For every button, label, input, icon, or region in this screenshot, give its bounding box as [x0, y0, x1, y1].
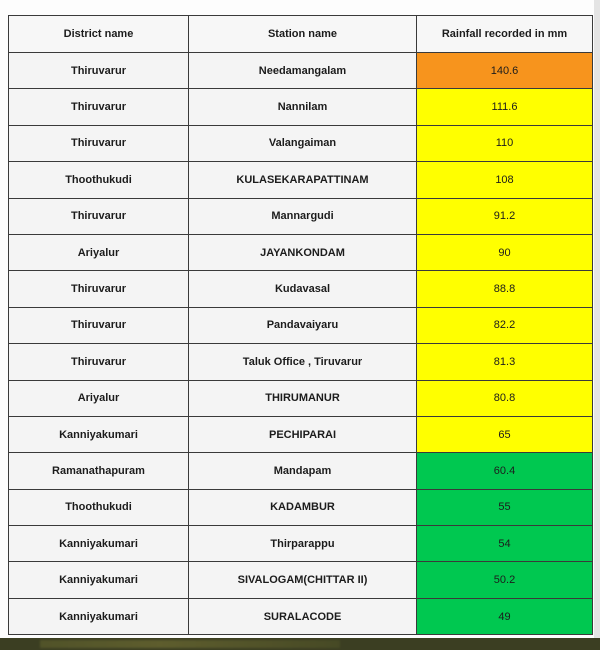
- header-station-name: Station name: [189, 16, 417, 53]
- station-cell: JAYANKONDAM: [189, 234, 417, 270]
- district-cell: Ramanathapuram: [9, 453, 189, 489]
- header-rainfall: Rainfall recorded in mm: [417, 16, 593, 53]
- rainfall-cell: 110: [417, 125, 593, 161]
- district-cell: Kanniyakumari: [9, 526, 189, 562]
- table-row: [9, 526, 593, 562]
- district-cell: Kanniyakumari: [9, 416, 189, 452]
- rainfall-cell: 54: [417, 526, 593, 562]
- district-cell: Thoothukudi: [9, 489, 189, 525]
- station-cell: THIRUMANUR: [189, 380, 417, 416]
- rainfall-cell: 82.2: [417, 307, 593, 343]
- bottom-background-strip: [0, 638, 600, 650]
- table-row: [9, 307, 593, 343]
- table-row: [9, 125, 593, 161]
- rainfall-cell: 140.6: [417, 53, 593, 89]
- blurred-background-text: [40, 640, 340, 648]
- rainfall-cell: 60.4: [417, 453, 593, 489]
- station-cell: Mandapam: [189, 453, 417, 489]
- table-row: [9, 380, 593, 416]
- rainfall-cell: 108: [417, 162, 593, 198]
- table-row: [9, 598, 593, 634]
- table-row: [9, 234, 593, 270]
- table-row: [9, 53, 593, 89]
- table-row: [9, 89, 593, 125]
- rainfall-cell: 81.3: [417, 344, 593, 380]
- station-cell: Nannilam: [189, 89, 417, 125]
- district-cell: Thiruvarur: [9, 198, 189, 234]
- rainfall-table: [8, 15, 593, 635]
- table-row: [9, 271, 593, 307]
- station-cell: Needamangalam: [189, 53, 417, 89]
- header-district-name: District name: [9, 16, 189, 53]
- station-cell: Mannargudi: [189, 198, 417, 234]
- table-row: [9, 453, 593, 489]
- station-cell: Taluk Office , Tiruvarur: [189, 344, 417, 380]
- table-header: [9, 16, 593, 53]
- header-row: [9, 16, 593, 53]
- district-cell: Thiruvarur: [9, 271, 189, 307]
- page-edge-shadow: [594, 0, 600, 640]
- rainfall-cell: 111.6: [417, 89, 593, 125]
- district-cell: Ariyalur: [9, 234, 189, 270]
- rainfall-cell: 91.2: [417, 198, 593, 234]
- district-cell: Thiruvarur: [9, 125, 189, 161]
- rainfall-cell: 65: [417, 416, 593, 452]
- table-body: [9, 53, 593, 635]
- table-row: [9, 562, 593, 598]
- district-cell: Kanniyakumari: [9, 598, 189, 634]
- station-cell: Pandavaiyaru: [189, 307, 417, 343]
- table-row: [9, 344, 593, 380]
- district-cell: Thiruvarur: [9, 89, 189, 125]
- station-cell: KULASEKARAPATTINAM: [189, 162, 417, 198]
- station-cell: Thirparappu: [189, 526, 417, 562]
- district-cell: Thiruvarur: [9, 307, 189, 343]
- district-cell: Kanniyakumari: [9, 562, 189, 598]
- rainfall-cell: 90: [417, 234, 593, 270]
- table-row: [9, 416, 593, 452]
- station-cell: SURALACODE: [189, 598, 417, 634]
- station-cell: Kudavasal: [189, 271, 417, 307]
- table-row: [9, 198, 593, 234]
- district-cell: Thoothukudi: [9, 162, 189, 198]
- rainfall-cell: 49: [417, 598, 593, 634]
- rainfall-cell: 55: [417, 489, 593, 525]
- station-cell: SIVALOGAM(CHITTAR II): [189, 562, 417, 598]
- station-cell: Valangaiman: [189, 125, 417, 161]
- station-cell: PECHIPARAI: [189, 416, 417, 452]
- district-cell: Thiruvarur: [9, 344, 189, 380]
- district-cell: Thiruvarur: [9, 53, 189, 89]
- rainfall-cell: 88.8: [417, 271, 593, 307]
- station-cell: KADAMBUR: [189, 489, 417, 525]
- rainfall-cell: 50.2: [417, 562, 593, 598]
- rainfall-cell: 80.8: [417, 380, 593, 416]
- table-row: [9, 489, 593, 525]
- district-cell: Ariyalur: [9, 380, 189, 416]
- table-row: [9, 162, 593, 198]
